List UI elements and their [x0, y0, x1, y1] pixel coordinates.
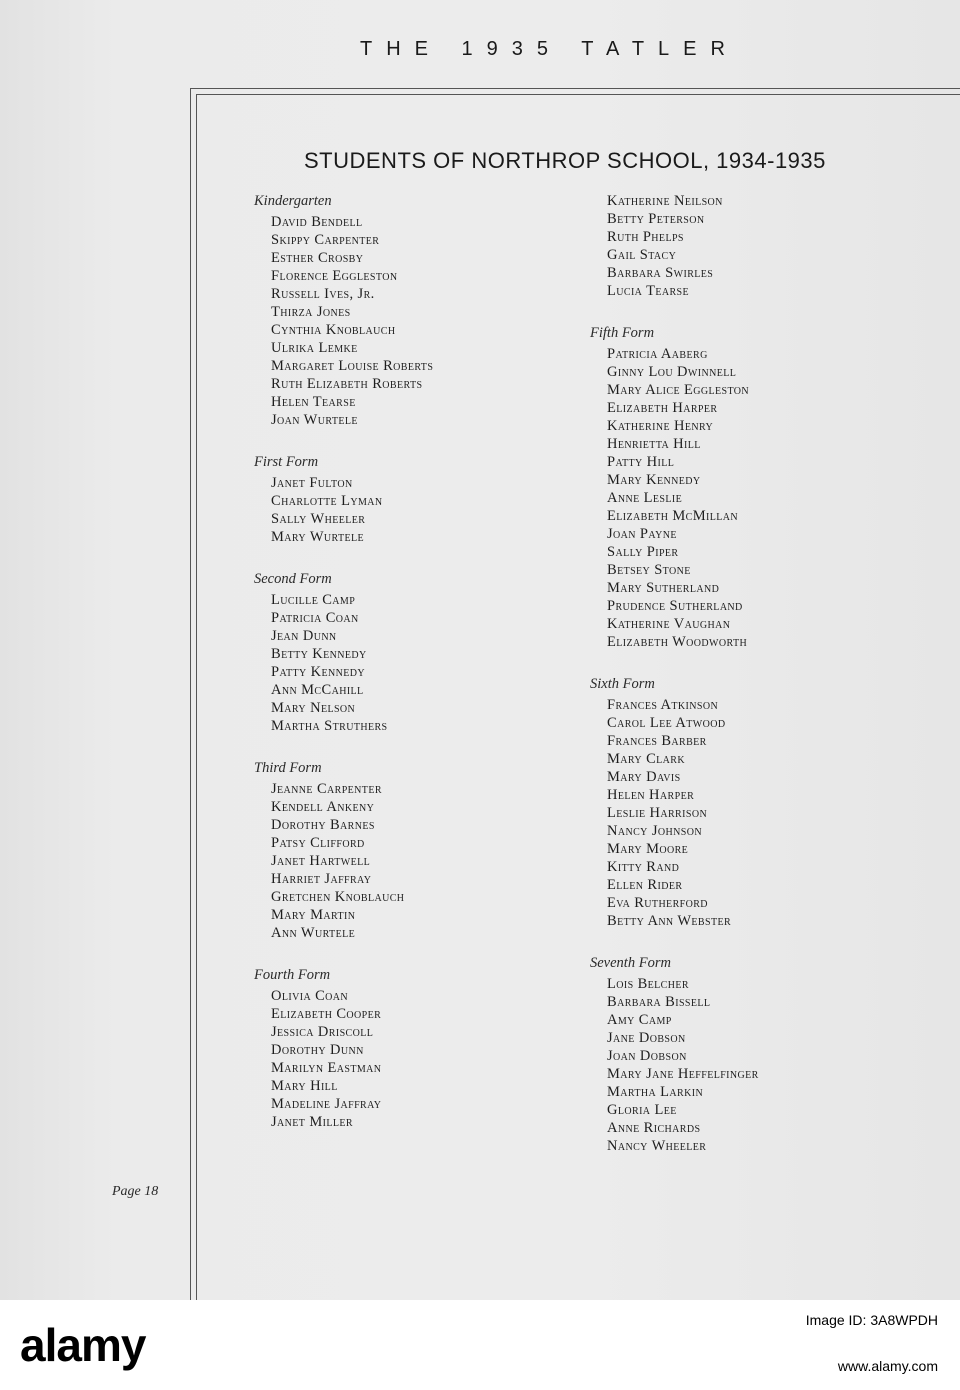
student-name: Mary Clark	[607, 751, 685, 767]
form-section	[590, 192, 910, 300]
student-name: Mary Davis	[607, 769, 681, 785]
form-section	[590, 675, 910, 930]
student-name: Lois Belcher	[607, 976, 689, 992]
student-list	[254, 987, 574, 1131]
student-name: Elizabeth Harper	[607, 400, 718, 416]
page-title: STUDENTS OF NORTHROP SCHOOL, 1934-1935	[304, 148, 826, 173]
student-name: Ann McCahill	[271, 682, 364, 698]
student-name: Janet Hartwell	[271, 853, 371, 869]
form-heading: Second Form	[254, 571, 332, 587]
student-name: Betsey Stone	[607, 562, 691, 578]
student-name: Betty Peterson	[607, 211, 705, 227]
student-name: David Bendell	[271, 214, 363, 230]
student-name: Cynthia Knoblauch	[271, 322, 396, 338]
student-name: Prudence Sutherland	[607, 598, 743, 614]
student-name: Martha Larkin	[607, 1084, 704, 1100]
student-name: Florence Eggleston	[271, 268, 398, 284]
student-name: Mary Kennedy	[607, 472, 701, 488]
student-list	[254, 474, 574, 546]
student-name: Ruth Phelps	[607, 229, 684, 245]
student-name: Carol Lee Atwood	[607, 715, 726, 731]
student-name: Joan Wurtele	[271, 412, 358, 428]
student-name: Elizabeth Woodworth	[607, 634, 748, 650]
student-name: Marilyn Eastman	[271, 1060, 382, 1076]
student-name: Jeanne Carpenter	[271, 781, 382, 797]
student-name: Dorothy Barnes	[271, 817, 375, 833]
student-name: Mary Alice Eggleston	[607, 382, 750, 398]
image-id-label: Image ID: 3A8WPDH	[805, 1312, 938, 1328]
student-list	[590, 975, 910, 1155]
student-name: Joan Dobson	[607, 1048, 687, 1064]
student-name: Ruth Elizabeth Roberts	[271, 376, 423, 392]
form-section	[590, 324, 910, 651]
student-name: Leslie Harrison	[607, 805, 708, 821]
student-name: Mary Jane Heffelfinger	[607, 1066, 759, 1082]
form-heading: Sixth Form	[590, 676, 655, 692]
student-name: Patricia Aaberg	[607, 346, 708, 362]
left-column	[254, 192, 574, 1155]
student-name: Katherine Vaughan	[607, 616, 731, 632]
student-name: Madeline Jaffray	[271, 1096, 382, 1112]
student-name: Elizabeth McMillan	[607, 508, 739, 524]
running-header: THE 1935 TATLER	[360, 38, 739, 60]
student-name: Anne Leslie	[607, 490, 683, 506]
student-list	[254, 213, 574, 429]
student-name: Ann Wurtele	[271, 925, 356, 941]
student-list	[590, 345, 910, 651]
student-name: Russell Ives, Jr.	[271, 286, 375, 302]
student-name: Sally Wheeler	[271, 511, 366, 527]
student-name: Mary Wurtele	[271, 529, 365, 545]
form-section	[254, 192, 574, 429]
student-name: Anne Richards	[607, 1120, 701, 1136]
student-name: Patty Kennedy	[271, 664, 366, 680]
student-name: Mary Sutherland	[607, 580, 720, 596]
student-name: Mary Nelson	[271, 700, 356, 716]
student-name: Helen Tearse	[271, 394, 356, 410]
form-section	[254, 759, 574, 942]
student-name: Jessica Driscoll	[271, 1024, 374, 1040]
form-heading: Third Form	[254, 760, 322, 776]
student-name: Mary Hill	[271, 1078, 338, 1094]
form-section	[590, 954, 910, 1155]
student-name: Helen Harper	[607, 787, 695, 803]
form-section	[254, 570, 574, 735]
student-name: Skippy Carpenter	[271, 232, 380, 248]
student-name: Barbara Swirles	[607, 265, 714, 281]
student-name: Ellen Rider	[607, 877, 683, 893]
student-name: Patsy Clifford	[271, 835, 365, 851]
student-name: Jean Dunn	[271, 628, 337, 644]
student-name: Joan Payne	[607, 526, 677, 542]
student-list	[590, 192, 910, 300]
watermark-footer	[0, 1300, 960, 1390]
student-name: Lucia Tearse	[607, 283, 689, 299]
student-name: Janet Fulton	[271, 475, 353, 491]
student-name: Kendell Ankeny	[271, 799, 375, 815]
student-name: Eva Rutherford	[607, 895, 708, 911]
student-name: Harriet Jaffray	[271, 871, 372, 887]
student-name: Frances Barber	[607, 733, 707, 749]
student-name: Amy Camp	[607, 1012, 672, 1028]
student-name: Mary Moore	[607, 841, 689, 857]
student-name: Katherine Henry	[607, 418, 714, 434]
form-heading: Seventh Form	[590, 955, 671, 971]
student-name: Dorothy Dunn	[271, 1042, 364, 1058]
student-name: Patty Hill	[607, 454, 675, 470]
student-name: Elizabeth Cooper	[271, 1006, 382, 1022]
student-name: Henrietta Hill	[607, 436, 701, 452]
form-heading: Kindergarten	[254, 193, 332, 209]
student-list	[590, 696, 910, 930]
student-name: Lucille Camp	[271, 592, 356, 608]
student-list	[254, 780, 574, 942]
footer-url: www.alamy.com	[837, 1358, 938, 1374]
student-name: Charlotte Lyman	[271, 493, 383, 509]
student-name: Betty Ann Webster	[607, 913, 732, 929]
student-name: Martha Struthers	[271, 718, 388, 734]
student-name: Patricia Coan	[271, 610, 359, 626]
student-name: Sally Piper	[607, 544, 679, 560]
student-name: Gail Stacy	[607, 247, 677, 263]
form-heading: Fourth Form	[254, 967, 331, 983]
student-name: Barbara Bissell	[607, 994, 711, 1010]
form-heading: Fifth Form	[590, 325, 655, 341]
page-number: Page 18	[112, 1184, 159, 1199]
student-name: Frances Atkinson	[607, 697, 719, 713]
form-section	[254, 453, 574, 546]
student-name: Kitty Rand	[607, 859, 680, 875]
student-list	[254, 591, 574, 735]
student-name: Esther Crosby	[271, 250, 364, 266]
student-name: Gretchen Knoblauch	[271, 889, 405, 905]
student-name: Betty Kennedy	[271, 646, 367, 662]
student-name: Katherine Neilson	[607, 193, 723, 209]
alamy-logo: alamy	[20, 1319, 146, 1371]
right-column	[590, 192, 910, 1179]
student-name: Jane Dobson	[607, 1030, 686, 1046]
student-name: Margaret Louise Roberts	[271, 358, 434, 374]
student-name: Nancy Wheeler	[607, 1138, 707, 1154]
form-section	[254, 966, 574, 1131]
form-heading: First Form	[254, 454, 319, 470]
student-name: Gloria Lee	[607, 1102, 677, 1118]
student-name: Ginny Lou Dwinnell	[607, 364, 737, 380]
student-name: Mary Martin	[271, 907, 356, 923]
student-name: Olivia Coan	[271, 988, 349, 1004]
student-name: Nancy Johnson	[607, 823, 702, 839]
student-name: Thirza Jones	[271, 304, 351, 320]
student-name: Ulrika Lemke	[271, 340, 358, 356]
student-name: Janet Miller	[271, 1114, 353, 1130]
